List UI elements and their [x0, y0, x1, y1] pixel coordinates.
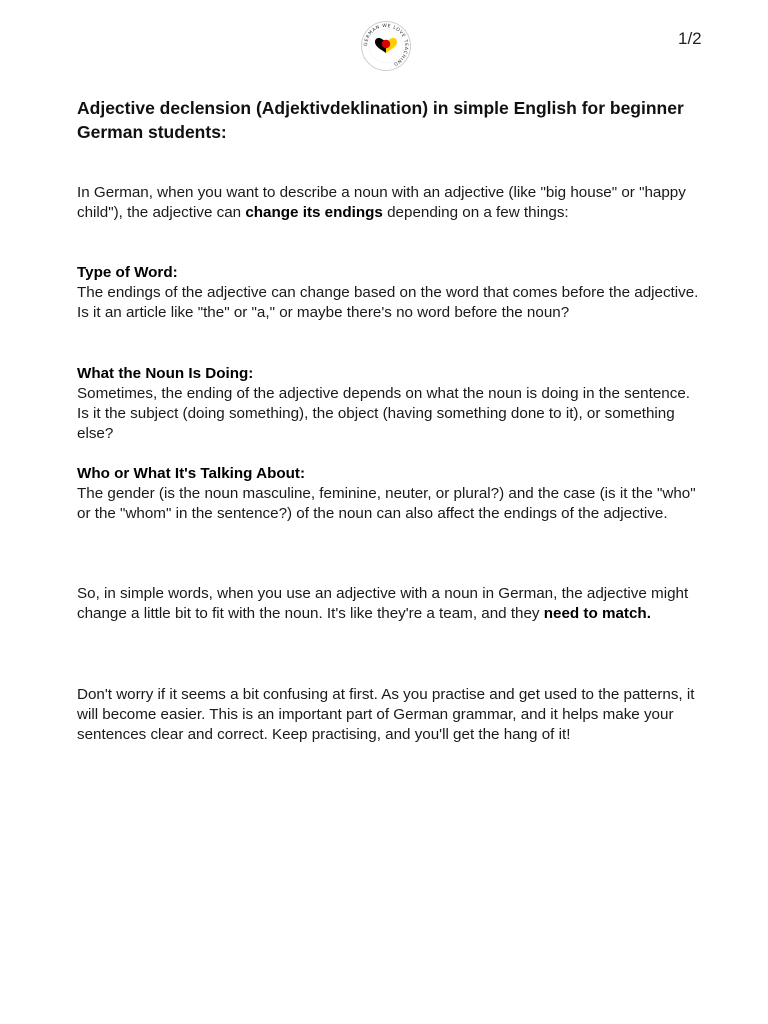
- heart-red-icon: [382, 40, 390, 48]
- section-text: Sometimes, the ending of the adjective depends on what the noun is doing in the sentence. Is it the subject (doing something), the object (having something done to it), or something else?: [77, 385, 690, 442]
- section-type-of-word: [77, 263, 702, 323]
- closing-paragraph: Don't worry if it seems a bit confusing at first. As you practise and get used to the patterns, it will become easier. This is an important part of German grammar, and it helps make your sentences clear and correct. Keep practising, and you'll get the hang of it!: [77, 686, 695, 743]
- summary-paragraph: [77, 584, 702, 624]
- section-text: The endings of the adjective can change based on the word that comes before the adjective. Is it an article like "the" or "a," or maybe there's no word before the noun?: [77, 284, 699, 321]
- section-text: The gender (is the noun masculine, feminine, neuter, or plural?) and the case (is it the "who" or the "whom" in the sentence?) of the noun can also affect the endings of the adjective.: [77, 485, 696, 522]
- section-heading: Who or What It's Talking About:: [77, 465, 306, 482]
- intro-text-start: In German, when you want to describe a noun with an adjective (like "big house" or "happy child"), the adjective can: [77, 184, 686, 221]
- section-heading: Type of Word:: [77, 264, 178, 281]
- logo-text: GERMAN WE LOVE TEACHING: [363, 23, 409, 67]
- intro-text-end: depending on a few things:: [382, 204, 569, 221]
- page-title: Adjective declension (Adjektivdeklination) in simple English for beginner German students:: [77, 98, 684, 142]
- summary-text: So, in simple words, when you use an adjective with a noun in German, the adjective might change a little bit to fit with the noun. It's like they're a team, and they: [77, 585, 689, 622]
- logo-icon: [360, 20, 412, 72]
- section-heading: What the Noun Is Doing:: [77, 365, 254, 382]
- page-number: 1/2: [678, 29, 702, 48]
- section-who-or-what: [77, 464, 702, 524]
- intro-bold: change its endings: [245, 204, 383, 221]
- summary-bold: need to match.: [543, 605, 651, 622]
- intro-paragraph: [77, 183, 702, 223]
- section-what-noun-doing: [77, 364, 702, 444]
